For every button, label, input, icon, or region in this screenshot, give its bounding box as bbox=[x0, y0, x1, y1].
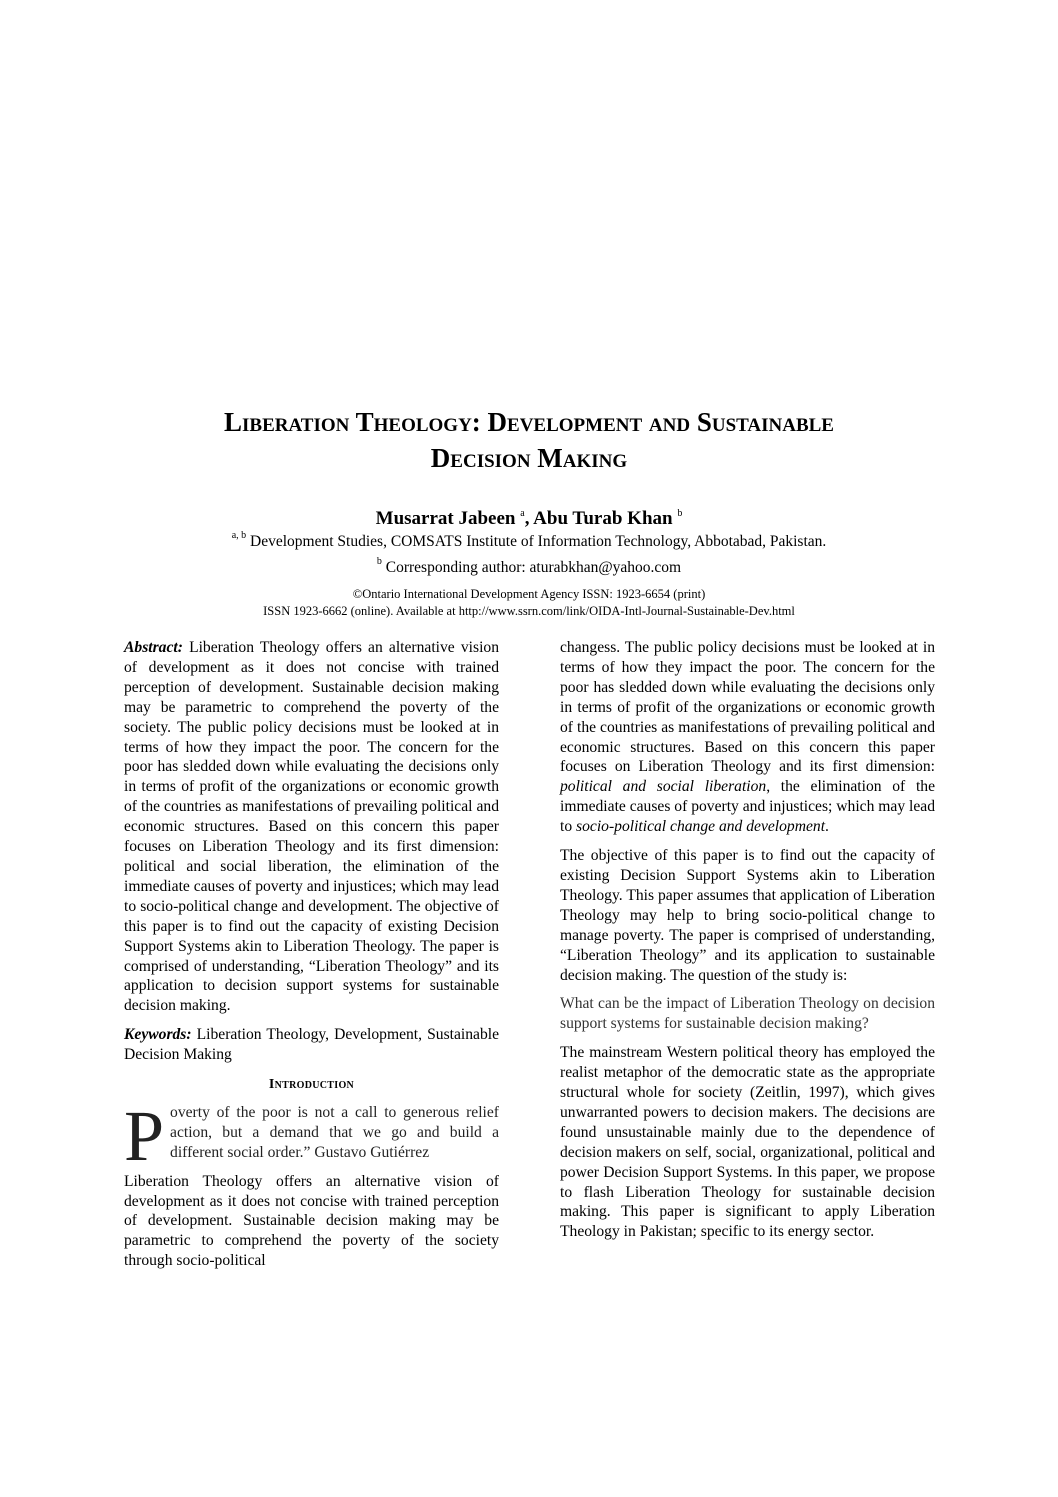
author-separator: , bbox=[524, 508, 534, 529]
author-name: Abu Turab Khan bbox=[533, 508, 673, 529]
quote-text: overty of the poor is not a call to generous relief action, but a demand that we go and build a different social order.” Gustavo Gutiérrez bbox=[170, 1103, 499, 1161]
research-question: What can be the impact of Liberation Theology on decision support systems for sustainable decision making? bbox=[560, 995, 935, 1033]
keywords bbox=[124, 1025, 499, 1065]
paper-title bbox=[100, 404, 958, 476]
paragraph-text: , the elimination of the immediate causes of poverty and injustices; which may lead to bbox=[560, 778, 936, 836]
intro-paragraph-2: The objective of this paper is to find out the capacity of existing Decision Support Systems akin to Liberation Theology. This paper assumes that application of Liberation Theology may help to bring socio-political change to manage poverty. The paper is comprised of understanding, “Liberation Theology” and its application to sustainable decision making. The question of the study is: bbox=[560, 847, 935, 984]
intro-paragraph-1-continued bbox=[560, 638, 935, 837]
affiliation-mark: b bbox=[376, 556, 382, 567]
section-heading-introduction: Introduction bbox=[268, 1077, 355, 1093]
intro-paragraph-1: Liberation Theology offers an alternative vision of development as it does not concise with trained perception of development. Sustainable decision making may be parametric to comprehend the poverty of the society through socio-political bbox=[124, 1172, 499, 1270]
affiliations bbox=[100, 526, 958, 578]
abstract-label: Abstract: bbox=[124, 639, 183, 656]
keywords-label: Keywords: bbox=[124, 1026, 192, 1044]
keywords-text: Liberation Theology, Development, Sustainable Decision Making bbox=[124, 1026, 499, 1064]
author-name: Musarrat Jabeen bbox=[375, 508, 516, 529]
abstract bbox=[124, 638, 499, 1016]
emphasis-text: socio-political change and development bbox=[576, 818, 826, 836]
corresponding-author-text: Corresponding author: aturabkhan@yahoo.com bbox=[385, 559, 682, 576]
affiliation-text: Development Studies, COMSATS Institute of Information Technology, Abbotabad, Pakistan. bbox=[250, 533, 827, 550]
title-line-2: Decision Making bbox=[430, 443, 628, 473]
drop-cap: P bbox=[124, 1095, 165, 1176]
corresponding-author-line bbox=[100, 552, 958, 578]
left-column bbox=[124, 638, 499, 1280]
abstract-text: Liberation Theology offers an alternative vision of development as it does not concise with trained perception of development. Sustainable decision making may be parametric to comprehend the poverty of the society. The public policy decisions must be looked at in terms of how they impact the poor. The concern for the poor has sledded down while evaluating the decisions only in terms of profit of the organizations or economic growth of the countries as manifestations of prevailing political and economic structures. Based on this concern this paper focuses on Liberation Theology and its first dimension: political and social liberation, the elimination of the immediate causes of poverty and injustices; which may lead to socio-political change and development. The objective of this paper is to find out the capacity of existing Decision Support Systems akin to Liberation Theology. The paper is comprised of understanding, “Liberation Theology” and its application to decision support systems for sustainable decision making. bbox=[124, 639, 500, 1015]
emphasis-text: political and social liberation bbox=[560, 778, 767, 796]
affiliation-line bbox=[100, 526, 958, 552]
title-line-1: Liberation Theology: Development and Sustainable bbox=[224, 407, 834, 437]
paragraph-text: changess. The public policy decisions must be looked at in terms of how they impact the poor. The concern for the poor has sledded down while evaluating the decisions only in terms of profit of the organizations or economic growth of the countries as manifestations of prevailing political and economic structures. Based on this concern this paper focuses on Liberation Theology and its first dimension: bbox=[560, 639, 935, 776]
intro-paragraph-3: The mainstream Western political theory has employed the realist metaphor of the democratic state as the appropriate structural whole for society (Zeitlin, 1997), which gives unwarranted powers to decision makers. The decisions are found unsustainable mainly due to the dependence of decision makers on self, social, organizational, political and power Decision Support Systems. In this paper, we propose to flash Liberation Theology for sustainable decision making. This paper is significant to apply Liberation Theology in Pakistan; specific to its energy sector. bbox=[560, 1044, 935, 1241]
author-affiliation-mark: a bbox=[520, 508, 525, 519]
publication-info bbox=[100, 586, 958, 620]
author-affiliation-mark: b bbox=[677, 508, 683, 519]
epigraph-quote bbox=[124, 1095, 499, 1176]
publication-line-1: ©Ontario International Development Agency ISSN: 1923-6654 (print) bbox=[352, 587, 706, 601]
paragraph-text: . bbox=[825, 818, 829, 836]
right-column bbox=[560, 638, 935, 1251]
publication-line-2: ISSN 1923-6662 (online). Available at http://www.ssrn.com/link/OIDA-Intl-Journal-Sustainable-Dev.html bbox=[263, 604, 795, 618]
affiliation-mark: a, b bbox=[231, 530, 247, 541]
